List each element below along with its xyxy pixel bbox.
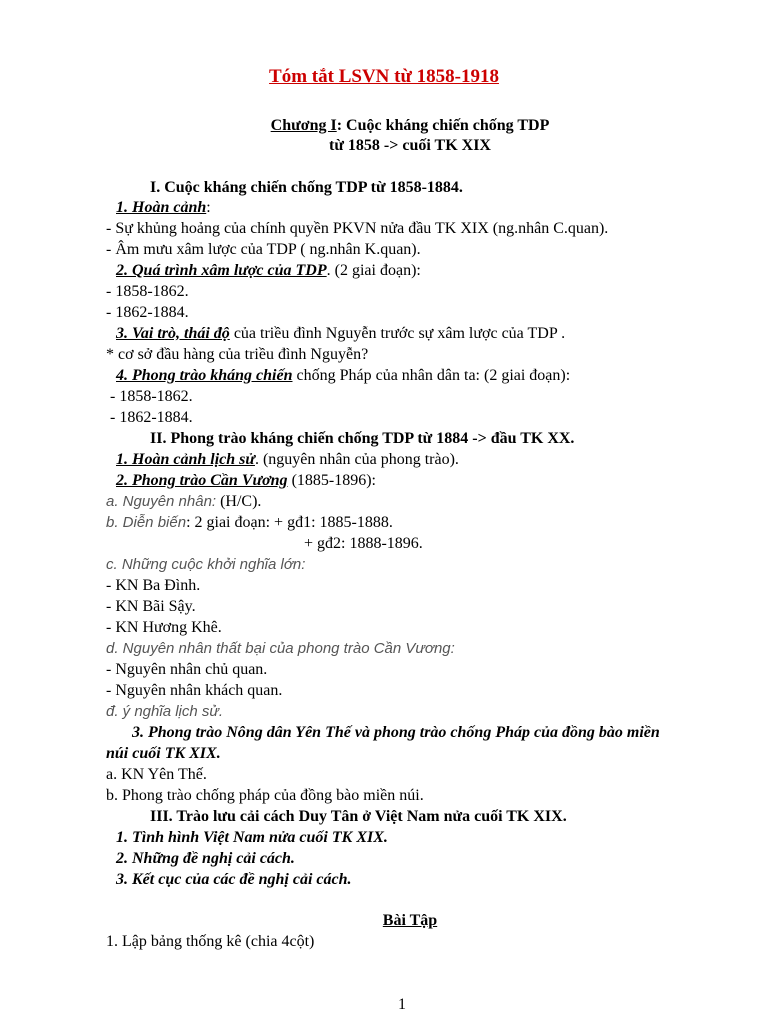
sec2-line: b. Phong trào chống pháp của đồng bào miền núi. [106, 787, 424, 804]
sec2-sub2 [116, 471, 376, 491]
sec1-sub2 [116, 261, 421, 281]
sec2-item-a-label: a. Nguyên nhân: [106, 493, 217, 510]
sec2-sub1-title: 1. Hoàn cảnh lịch sử [116, 451, 255, 468]
sec2-line: - KN Hương Khê. [106, 619, 222, 636]
sec3-sub2: 2. Những đề nghị cải cách. [116, 850, 295, 867]
chapter-heading [0, 116, 768, 136]
sec1-line: - 1862-1884. [106, 304, 189, 321]
sec2-line: - KN Ba Đình. [106, 577, 201, 594]
exercise-line: 1. Lập bảng thống kê (chia 4cột) [106, 933, 315, 950]
sec1-line: * cơ sở đầu hàng của triều đình Nguyễn? [106, 346, 369, 363]
chapter-title: : Cuộc kháng chiến chống TDP [336, 117, 550, 134]
chapter-subtitle: từ 1858 -> cuối TK XIX [329, 137, 491, 154]
sec2-line: a. KN Yên Thế. [106, 766, 207, 783]
sec2-sub2-title: 2. Phong trào Cần Vương [116, 472, 288, 489]
section-3-heading: III. Trào lưu cải cách Duy Tân ở Việt Nam nửa cuối TK XIX. [150, 808, 567, 825]
sec2-sub2-rest: (1885-1896): [287, 472, 376, 489]
sec2-item-a-rest: (H/C). [216, 493, 262, 510]
sec2-item-d-label: d. Nguyên nhân thất bại của phong trào Cần Vương: [106, 640, 455, 657]
section-2-heading: II. Phong trào kháng chiến chống TDP từ 1884 -> đầu TK XX. [150, 430, 575, 447]
sec1-line: - 1858-1862. [110, 388, 193, 405]
sec1-sub3-rest: của triều đình Nguyễn trước sự xâm lược của TDP . [229, 325, 566, 342]
document-title: Tóm tắt LSVN từ 1858-1918 [269, 66, 499, 87]
sec2-line: - Nguyên nhân khách quan. [106, 682, 283, 699]
sec1-sub1-colon: : [206, 199, 211, 216]
sec2-item-dd-label: đ. ý nghĩa lịch sử. [106, 703, 224, 720]
sec1-sub1 [116, 198, 211, 218]
sec1-sub1-title: 1. Hoàn cảnh [116, 199, 207, 216]
sec2-item-b-rest: : 2 giai đoạn: + gđ1: 1885-1888. [186, 514, 393, 531]
sec1-sub4-rest: chống Pháp của nhân dân ta: (2 giai đoạn): [292, 367, 571, 384]
sec2-item-a [106, 492, 261, 512]
page-number: 1 [398, 996, 406, 1013]
section-1-heading: I. Cuộc kháng chiến chống TDP từ 1858-1884. [150, 179, 463, 196]
sec2-item-b-line2: + gđ2: 1888-1896. [304, 535, 423, 552]
sec1-sub2-title: 2. Quá trình xâm lược của TDP [116, 262, 327, 279]
sec1-sub3-title: 3. Vai trò, thái độ [116, 325, 230, 342]
sec2-line: - KN Bãi Sậy. [106, 598, 196, 615]
sec2-sub3-line2: núi cuối TK XIX. [106, 745, 221, 762]
sec2-line: - Nguyên nhân chủ quan. [106, 661, 268, 678]
sec3-sub3: 3. Kết cục của các đề nghị cải cách. [116, 871, 352, 888]
sec1-sub4 [116, 366, 570, 386]
sec2-sub3-line1: 3. Phong trào Nông dân Yên Thế và phong trào chống Pháp của đồng bào miền [132, 724, 660, 741]
exercise-heading: Bài Tập [382, 912, 438, 929]
sec1-line: - Âm mưu xâm lược của TDP ( ng.nhân K.quan). [106, 241, 421, 258]
chapter-label: Chương I [270, 117, 337, 134]
sec2-item-b [106, 513, 393, 533]
sec2-item-c-label: c. Những cuộc khởi nghĩa lớn: [106, 556, 306, 573]
sec3-sub1: 1. Tình hình Việt Nam nửa cuối TK XIX. [116, 829, 388, 846]
sec1-sub2-rest: . (2 giai đoạn): [326, 262, 421, 279]
sec1-sub4-title: 4. Phong trào kháng chiến [116, 367, 293, 384]
sec1-line: - Sự khủng hoảng của chính quyền PKVN nửa đầu TK XIX (ng.nhân C.quan). [106, 220, 609, 237]
sec2-sub1-rest: . (nguyên nhân của phong trào). [254, 451, 459, 468]
sec2-sub1 [116, 450, 459, 470]
sec1-line: - 1858-1862. [106, 283, 189, 300]
sec1-sub3 [116, 324, 565, 344]
sec2-item-b-label: b. Diễn biến [106, 514, 187, 531]
sec1-line: - 1862-1884. [110, 409, 193, 426]
